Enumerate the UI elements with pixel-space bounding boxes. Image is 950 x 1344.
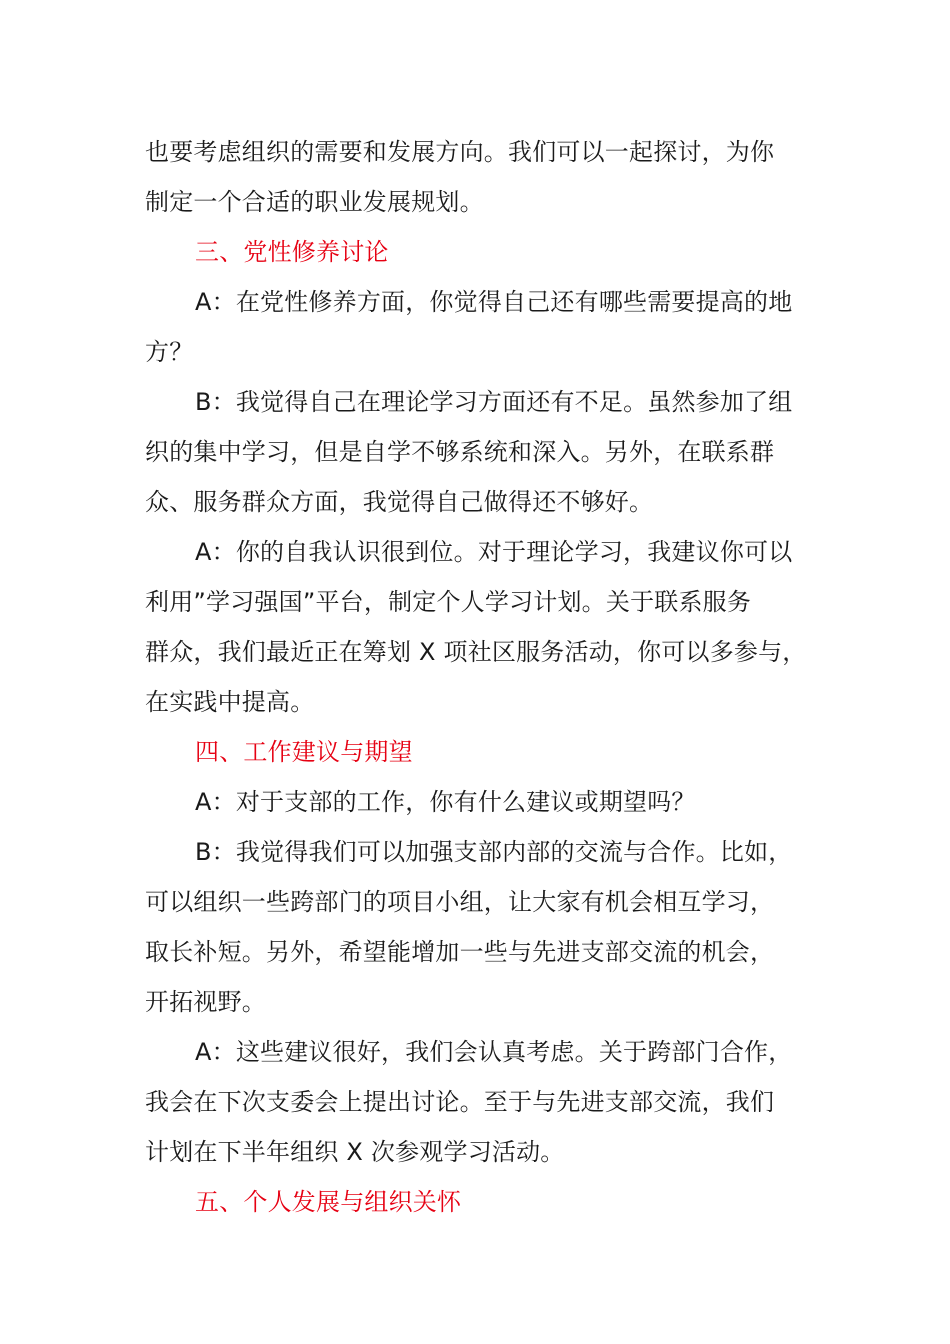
paragraph-line: 开拓视野。 — [145, 988, 266, 1016]
dialogue-a-line: A：在党性修养方面，你觉得自己还有哪些需要提高的地 — [195, 288, 793, 316]
paragraph-line: 群众，我们最近正在筹划 X 项社区服务活动，你可以多参与， — [145, 638, 807, 666]
paragraph-line: 利用”学习强国”平台，制定个人学习计划。关于联系服务 — [145, 588, 752, 616]
paragraph-line: 计划在下半年组织 X 次参观学习活动。 — [145, 1138, 565, 1166]
section-heading-4: 四、工作建议与期望 — [195, 738, 413, 766]
paragraph-line: 众、服务群众方面，我觉得自己做得还不够好。 — [145, 488, 654, 516]
document-body — [145, 127, 825, 1227]
paragraph-line: 也要考虑组织的需要和发展方向。我们可以一起探讨，为你 — [145, 138, 775, 166]
section-heading-5: 五、个人发展与组织关怀 — [195, 1188, 462, 1216]
section-heading-3: 三、党性修养讨论 — [195, 238, 389, 266]
dialogue-a-line: A：你的自我认识很到位。对于理论学习，我建议你可以 — [195, 538, 793, 566]
dialogue-b-line: B：我觉得我们可以加强支部内部的交流与合作。比如， — [195, 838, 793, 866]
dialogue-a-line: A：这些建议很好，我们会认真考虑。关于跨部门合作， — [195, 1038, 793, 1066]
paragraph-line: 可以组织一些跨部门的项目小组，让大家有机会相互学习， — [145, 888, 775, 916]
paragraph-line: 方？ — [145, 338, 194, 366]
paragraph-line: 我会在下次支委会上提出讨论。至于与先进支部交流，我们 — [145, 1088, 775, 1116]
paragraph-line: 取长补短。另外，希望能增加一些与先进支部交流的机会， — [145, 938, 775, 966]
dialogue-a-line: A：对于支部的工作，你有什么建议或期望吗？ — [195, 788, 696, 816]
dialogue-b-line: B：我觉得自己在理论学习方面还有不足。虽然参加了组 — [195, 388, 793, 416]
paragraph-line: 制定一个合适的职业发展规划。 — [145, 188, 484, 216]
paragraph-line: 在实践中提高。 — [145, 688, 315, 716]
paragraph-line: 织的集中学习，但是自学不够系统和深入。另外，在联系群 — [145, 438, 775, 466]
